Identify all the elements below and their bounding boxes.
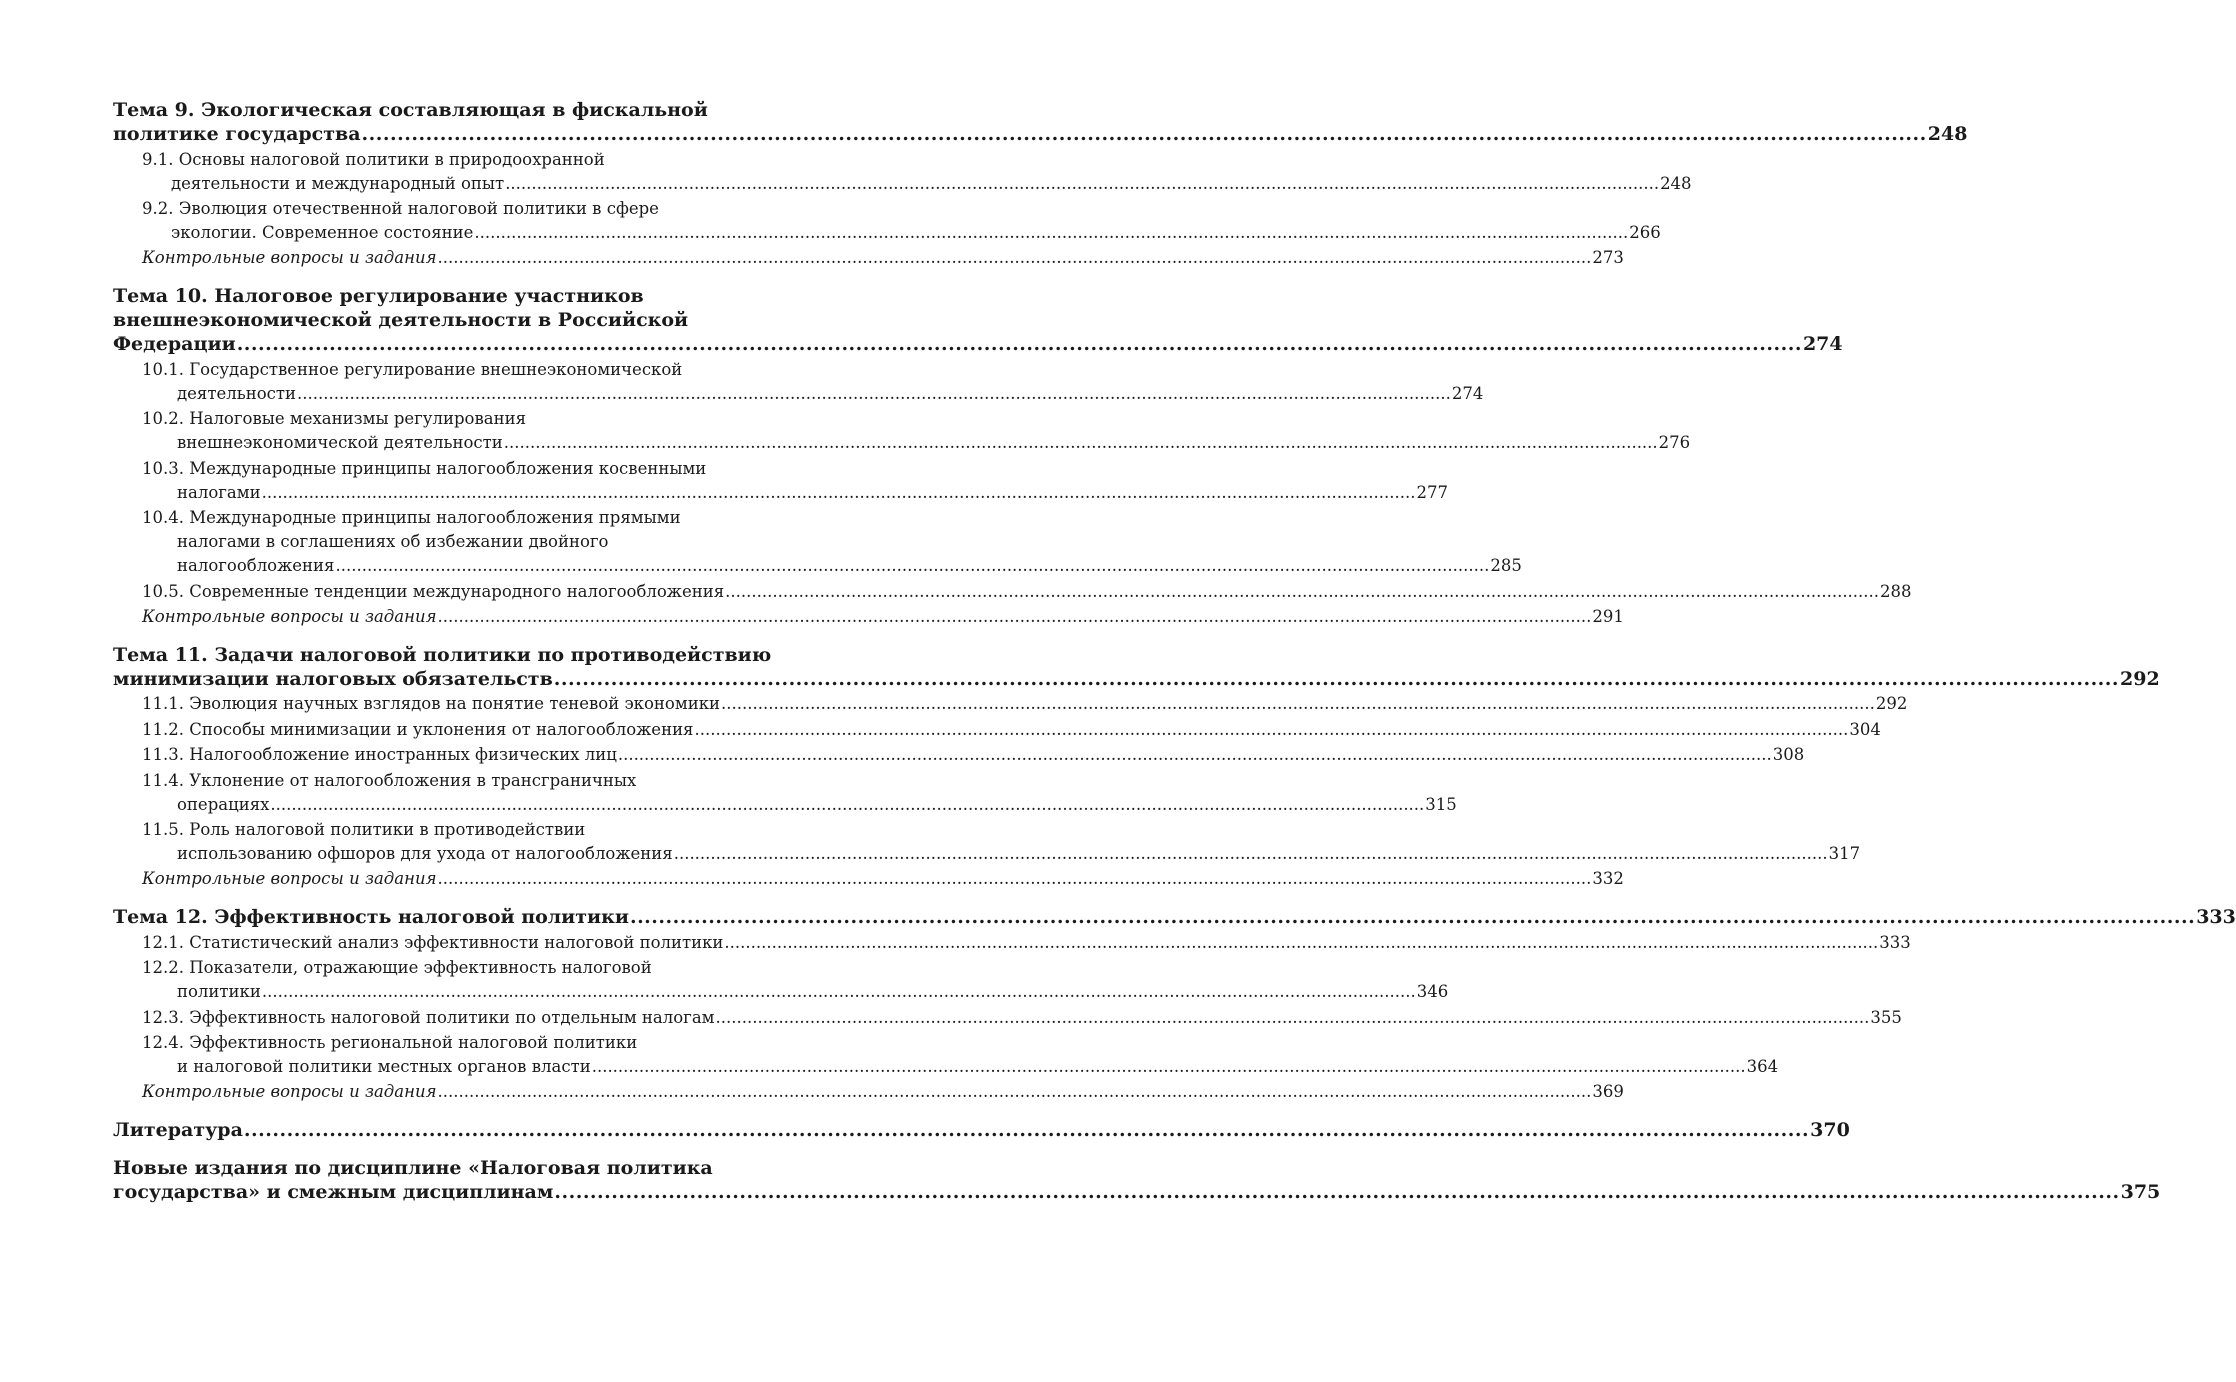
toc-control-questions-12[interactable]: [113, 1080, 1624, 1104]
dot-leader: ............................................................................................................................................................................................................................: [591, 1057, 1746, 1076]
page-number: 276: [1658, 433, 1691, 452]
page-number: 292: [2120, 667, 2160, 690]
page-number: 273: [1592, 248, 1624, 267]
toc-entry-10-1[interactable]: [113, 358, 1484, 406]
entry-title-line: использованию офшоров для ухода от налогообложения: [177, 844, 673, 863]
entry-title-line: 11.4. Уклонение от налогообложения в трансграничных: [142, 770, 637, 790]
page-number: 292: [1875, 694, 1908, 713]
entry-title-line: операциях: [177, 794, 270, 814]
toc-entry-11-5[interactable]: [113, 818, 1861, 866]
page-number: 369: [1592, 1082, 1624, 1101]
topic-title-line: Тема 12. Эффективность налоговой политики: [113, 906, 629, 928]
topic-title-line: Литература: [113, 1119, 243, 1141]
toc-entry-9-1[interactable]: [113, 148, 1692, 196]
entry-title-line: Контрольные вопросы и задания: [142, 606, 437, 626]
topic-title-line: Тема 10. Налоговое регулирование участников: [113, 285, 644, 307]
page-number: 274: [1802, 333, 1843, 355]
entry-title-line: экологии. Современное состояние: [171, 223, 474, 242]
page-number: 248: [1927, 123, 1968, 145]
toc-entry-12-3[interactable]: [113, 1006, 1902, 1030]
table-of-contents: [113, 98, 2236, 1204]
entry-title-line: 10.3. Международные принципы налогообложения косвенными: [142, 458, 707, 478]
dot-leader: ............................................................................................................................................................................................................................: [261, 982, 1416, 1001]
toc-control-questions-11[interactable]: [113, 867, 1624, 891]
entry-title-line: 11.1. Эволюция научных взглядов на понятие теневой экономики: [142, 694, 720, 713]
entry-title-line: 10.2. Налоговые механизмы регулирования: [142, 409, 527, 428]
dot-leader: ............................................................................................................................................................................................................................: [437, 606, 1592, 626]
entry-title-line: 12.1. Статистический анализ эффективности налоговой политики: [142, 932, 724, 952]
dot-leader: ............................................................................................................................................................................................................................: [721, 694, 1875, 713]
topic-title-line: внешнеэкономической деятельности в Российской: [113, 309, 689, 331]
dot-leader: ............................................................................................................................................................................................................................: [553, 667, 2120, 690]
entry-title-line: 12.4. Эффективность региональной налоговой политики: [142, 1033, 638, 1052]
entry-title-line: 11.5. Роль налоговой политики в противодействии: [142, 820, 586, 839]
page-number: 375: [2120, 1181, 2161, 1203]
topic-title-line: Тема 11. Задачи налоговой политики по противодействию: [113, 643, 772, 666]
page-number: 304: [1849, 719, 1881, 739]
dot-leader: ............................................................................................................................................................................................................................: [437, 248, 1592, 267]
entry-title-line: политики: [177, 982, 261, 1001]
dot-leader: ............................................................................................................................................................................................................................: [261, 482, 1416, 502]
dot-leader: ............................................................................................................................................................................................................................: [554, 1181, 2120, 1203]
page-number: 332: [1592, 869, 1624, 888]
entry-title-line: 12.3. Эффективность налоговой политики по отдельным налогам: [142, 1007, 715, 1027]
dot-leader: ............................................................................................................................................................................................................................: [724, 932, 1879, 952]
page-number: 317: [1828, 844, 1861, 863]
entry-title-line: 9.1. Основы налоговой политики в природоохранной: [142, 149, 605, 169]
dot-leader: ............................................................................................................................................................................................................................: [503, 433, 1658, 452]
toc-control-questions-9[interactable]: [113, 246, 1624, 270]
page-number: 315: [1425, 794, 1457, 814]
dot-leader: ............................................................................................................................................................................................................................: [673, 844, 1828, 863]
entry-title-line: 11.2. Способы минимизации и уклонения от налогообложения: [142, 719, 694, 739]
toc-entry-9-2[interactable]: [113, 197, 1661, 245]
toc-entry-10-5[interactable]: [113, 580, 1912, 604]
dot-leader: ............................................................................................................................................................................................................................: [725, 581, 1880, 601]
entry-title-line: 10.5. Современные тенденции международного налогообложения: [142, 581, 725, 601]
toc-topic-11[interactable]: [113, 643, 2160, 691]
page-number: 370: [1810, 1119, 1850, 1141]
entry-title-line: внешнеэкономической деятельности: [177, 433, 503, 452]
entry-title-line: налогами в соглашениях об избежании двойного: [177, 532, 609, 551]
page-number: 308: [1772, 745, 1805, 764]
dot-leader: ............................................................................................................................................................................................................................: [617, 745, 1772, 764]
page-number: 355: [1870, 1007, 1902, 1027]
toc-entry-11-2[interactable]: [113, 718, 1881, 742]
dot-leader: ............................................................................................................................................................................................................................: [361, 123, 1927, 145]
page-number: 346: [1416, 982, 1449, 1001]
dot-leader: ............................................................................................................................................................................................................................: [297, 383, 1451, 403]
toc-topic-9[interactable]: [113, 98, 1968, 146]
topic-title-line: Федерации: [113, 333, 236, 355]
page-number: 333: [2196, 906, 2236, 928]
toc-entry-12-2[interactable]: [113, 956, 1449, 1004]
toc-entry-11-1[interactable]: [113, 692, 1908, 716]
topic-title-line: Тема 9. Экологическая составляющая в фискальной: [113, 99, 708, 121]
dot-leader: ............................................................................................................................................................................................................................: [243, 1119, 1810, 1141]
dot-leader: ............................................................................................................................................................................................................................: [715, 1007, 1870, 1027]
dot-leader: ............................................................................................................................................................................................................................: [629, 906, 2196, 928]
page-number: 274: [1451, 383, 1484, 403]
topic-title-line: Новые издания по дисциплине «Налоговая политика: [113, 1157, 713, 1179]
page-number: 291: [1592, 606, 1624, 626]
page-number: 277: [1416, 482, 1448, 502]
dot-leader: ............................................................................................................................................................................................................................: [437, 1082, 1592, 1101]
entry-title-line: Контрольные вопросы и задания: [142, 1082, 437, 1101]
entry-title-line: Контрольные вопросы и задания: [142, 869, 437, 888]
toc-literature[interactable]: [113, 1118, 1850, 1142]
dot-leader: ............................................................................................................................................................................................................................: [505, 173, 1660, 193]
toc-new-editions[interactable]: [113, 1156, 2161, 1204]
toc-entry-10-3[interactable]: [113, 457, 1448, 505]
entry-title-line: 12.2. Показатели, отражающие эффективность налоговой: [142, 958, 652, 977]
entry-title-line: и налоговой политики местных органов власти: [177, 1057, 591, 1076]
entry-title-line: налогообложения: [177, 556, 335, 575]
entry-title-line: деятельности: [177, 383, 296, 403]
entry-title-line: 11.3. Налогообложение иностранных физических лиц: [142, 745, 617, 764]
toc-entry-11-3[interactable]: [113, 743, 1805, 767]
entry-title-line: деятельности и международный опыт: [171, 173, 505, 193]
topic-title-line: политике государства: [113, 123, 361, 145]
dot-leader: ............................................................................................................................................................................................................................: [236, 333, 1802, 355]
page-number: 364: [1746, 1057, 1779, 1076]
toc-entry-11-4[interactable]: [113, 769, 1457, 817]
dot-leader: ............................................................................................................................................................................................................................: [694, 719, 1849, 739]
toc-entry-10-4[interactable]: [113, 506, 1522, 578]
toc-topic-10[interactable]: [113, 284, 1843, 356]
page-number: 266: [1629, 223, 1661, 242]
page-number: 333: [1879, 932, 1911, 952]
dot-leader: ............................................................................................................................................................................................................................: [270, 794, 1425, 814]
page-number: 288: [1880, 581, 1912, 601]
page-number: 248: [1660, 173, 1692, 193]
topic-title-line: государства» и смежным дисциплинам: [113, 1181, 554, 1203]
page-number: 285: [1490, 556, 1522, 575]
entry-title-line: Контрольные вопросы и задания: [142, 248, 437, 267]
toc-control-questions-10[interactable]: [113, 605, 1624, 629]
dot-leader: ............................................................................................................................................................................................................................: [335, 556, 1490, 575]
dot-leader: ............................................................................................................................................................................................................................: [474, 223, 1629, 242]
entry-title-line: налогами: [177, 482, 261, 502]
toc-topic-12[interactable]: [113, 905, 2236, 929]
toc-entry-12-4[interactable]: [113, 1031, 1779, 1079]
entry-title-line: 10.4. Международные принципы налогообложения прямыми: [142, 508, 681, 527]
toc-entry-10-2[interactable]: [113, 407, 1691, 455]
topic-title-line: минимизации налоговых обязательств: [113, 667, 553, 690]
entry-title-line: 10.1. Государственное регулирование внешнеэкономической: [142, 359, 683, 379]
dot-leader: ............................................................................................................................................................................................................................: [437, 869, 1592, 888]
entry-title-line: 9.2. Эволюция отечественной налоговой политики в сфере: [142, 199, 659, 218]
toc-entry-12-1[interactable]: [113, 931, 1911, 955]
